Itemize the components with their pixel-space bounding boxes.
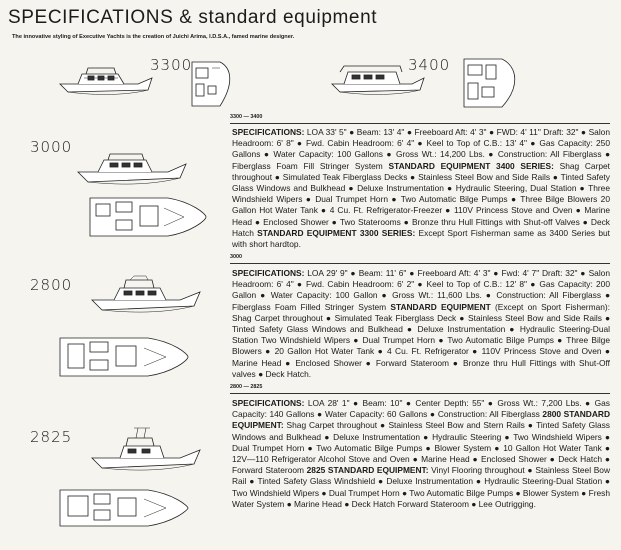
spec-text-2800-2825: SPECIFICATIONS: LOA 28' 1" ● Beam: 10" ● Center Depth: 55" ● Gross Wt.: 7,200 Lbs. ● Gas Capacity: 140 Gallons ● Water Capacity: 60 Gallons ● Construction: All Fiberglass 2800 STANDARD EQUIPMENT: Shag Carpet throughout ● Stainless Steel Bow and Stern Rails ● Tinted Safety Glass Windows and Bulkhead ● Deluxe Instrumentation ● Hydraulic Steering ● Two Windshield Wipers ● Dual Trumpet Horn ● Two Automatic Bilge Pumps ● Blower System ● 10 Gallon Hot Water Tank ● 12V—110 Refrigerator Alcohol Stove and Oven ● Marine Head ● Enclosed Shower ● Deck Hatch ● Forward Stateroom 2825 STANDARD EQUIPMENT: Vinyl Flooring throughout ● Stainless Steel Bow Rail ● Tinted Safety Glass Windshield ● Deluxe Instrumentation ● Hydraulic Steering-Dual Station ● Two Windshield Wipers ● Dual Trumpet Horn ● Two Automatic Bilge Pumps ● Blower System ● Fresh Water System ● Marine Head ● Deck Hatch Forward Stateroom ● Lee Outrigging. [232, 398, 610, 509]
boat-2825-deck-plan [58, 486, 190, 530]
model-label-2825: 2825 [30, 428, 73, 446]
section-divider [230, 123, 610, 124]
boat-2800-deck-plan [58, 334, 190, 380]
section-divider [230, 263, 610, 264]
boat-3400-side-drawing [330, 60, 426, 102]
boat-3300-side-drawing [58, 62, 154, 102]
section-header-3300-3400: 3300 — 3400 [230, 114, 263, 120]
boat-3000-side-drawing [76, 148, 188, 190]
spec-text-3000: SPECIFICATIONS: LOA 29' 9" ● Beam: 11' 6" ● Freeboard Aft: 4' 3" ● Fwd: 4' 7" Draft: 32" ● Salon Headroom: 6' 4" ● Fwd. Cabin Headroom: 6' 2" ● Keel to Top of C.B.: 12' 8" ● Gas Capacity: 200 Gallon ● Water Capacity: 100 Gallon ● Gross Wt.: 11,600 Lbs. ● Construction: All Fiberglass ● Fiberglass Foam Filled Stringer System STANDARD EQUIPMENT (Except on Sport Fisherman): Shag Carpet throughout ● Simulated Teak Fiberglass Deck ● Stainless Steel Bow and Side Rails ● Tinted Safety Glass Windows and Bulkhead ● Deluxe Instrumentation ● Hydraulic Steering-Dual Station Two Windshield Wipers ● Dual Trumpet Horn ● Two Automatic Bilge Pumps ● Three Bilge Blowers ● 20 Gallon Hot Water Tank ● 4 Cu. Ft. Refrigerator ● 110V Princess Stove and Oven ● Marine Head ● Enclosed Shower ● Forward Stateroom ● Bronze thru Hull Fittings with Shut-Off valves ● Deck Hatch. [232, 268, 611, 379]
boat-3000-deck-plan [88, 194, 208, 240]
page-title: SPECIFICATIONS & standard equipment [8, 7, 378, 28]
model-label-3300: 3300 [150, 56, 193, 74]
boat-3300-deck-plan [190, 58, 236, 110]
section-header-3000: 3000 [230, 254, 242, 260]
model-label-3400: 3400 [408, 56, 451, 74]
page-subtitle: The innovative styling of Executive Yachts is the creation of Juichi Arima, I.D.S.A., famed marine designer. [12, 34, 295, 40]
spec-text-3300-3400: SPECIFICATIONS: LOA 33' 5" ● Beam: 13' 4" ● Freeboard Aft: 4' 3" ● FWD: 4' 11" Draft: 32" ● Salon Headroom: 6' 8" ● Fwd. Cabin Headroom: 6' 4" ● Keel to Top of C.B.: 13' 4" ● Gas Capacity: 250 Gallons ● Water Capacity: 100 Gallons ● Gross Wt.: 14,200 Lbs. ● Construction: All Fiberglass ● Fiberglass Foam Fill Stringer System STANDARD EQUIPMENT 3400 SERIES: Shag Carpet throughout ● Simulated Teak Fiberglass Decks ● Stainless Steel Bow and Side Rails ● Tinted Safety Glass Windows and Bulkhead ● Deluxe Instrumentation ● Hydraulic Steering, Dual Station ● Three Windshield Wipers ● Dual Trumpet Horn ● Two Automatic Bilge Pumps ● Three Bilge Blowers 20 Gallon Hot Water Tank ● 4 Cu. Ft. Refrigerator-Freezer ● 110V Princess Stove and Oven ● Marine Head ● Enclosed Shower ● Two Staterooms ● Bronze thru Hull Fittings with Shut-off Valves ● Deck Hatch STANDARD EQUIPMENT 3300 SERIES: Except Sport Fisherman same as 3400 Series but with short hardtop. [232, 127, 611, 250]
boat-2825-side-drawing [90, 424, 202, 476]
section-divider [230, 393, 610, 394]
boat-3400-deck-plan [462, 55, 522, 111]
boat-2800-side-drawing [90, 274, 202, 318]
model-label-2800: 2800 [30, 276, 73, 294]
model-label-3000: 3000 [30, 138, 73, 156]
section-header-2800-2825: 2800 — 2825 [230, 384, 263, 390]
